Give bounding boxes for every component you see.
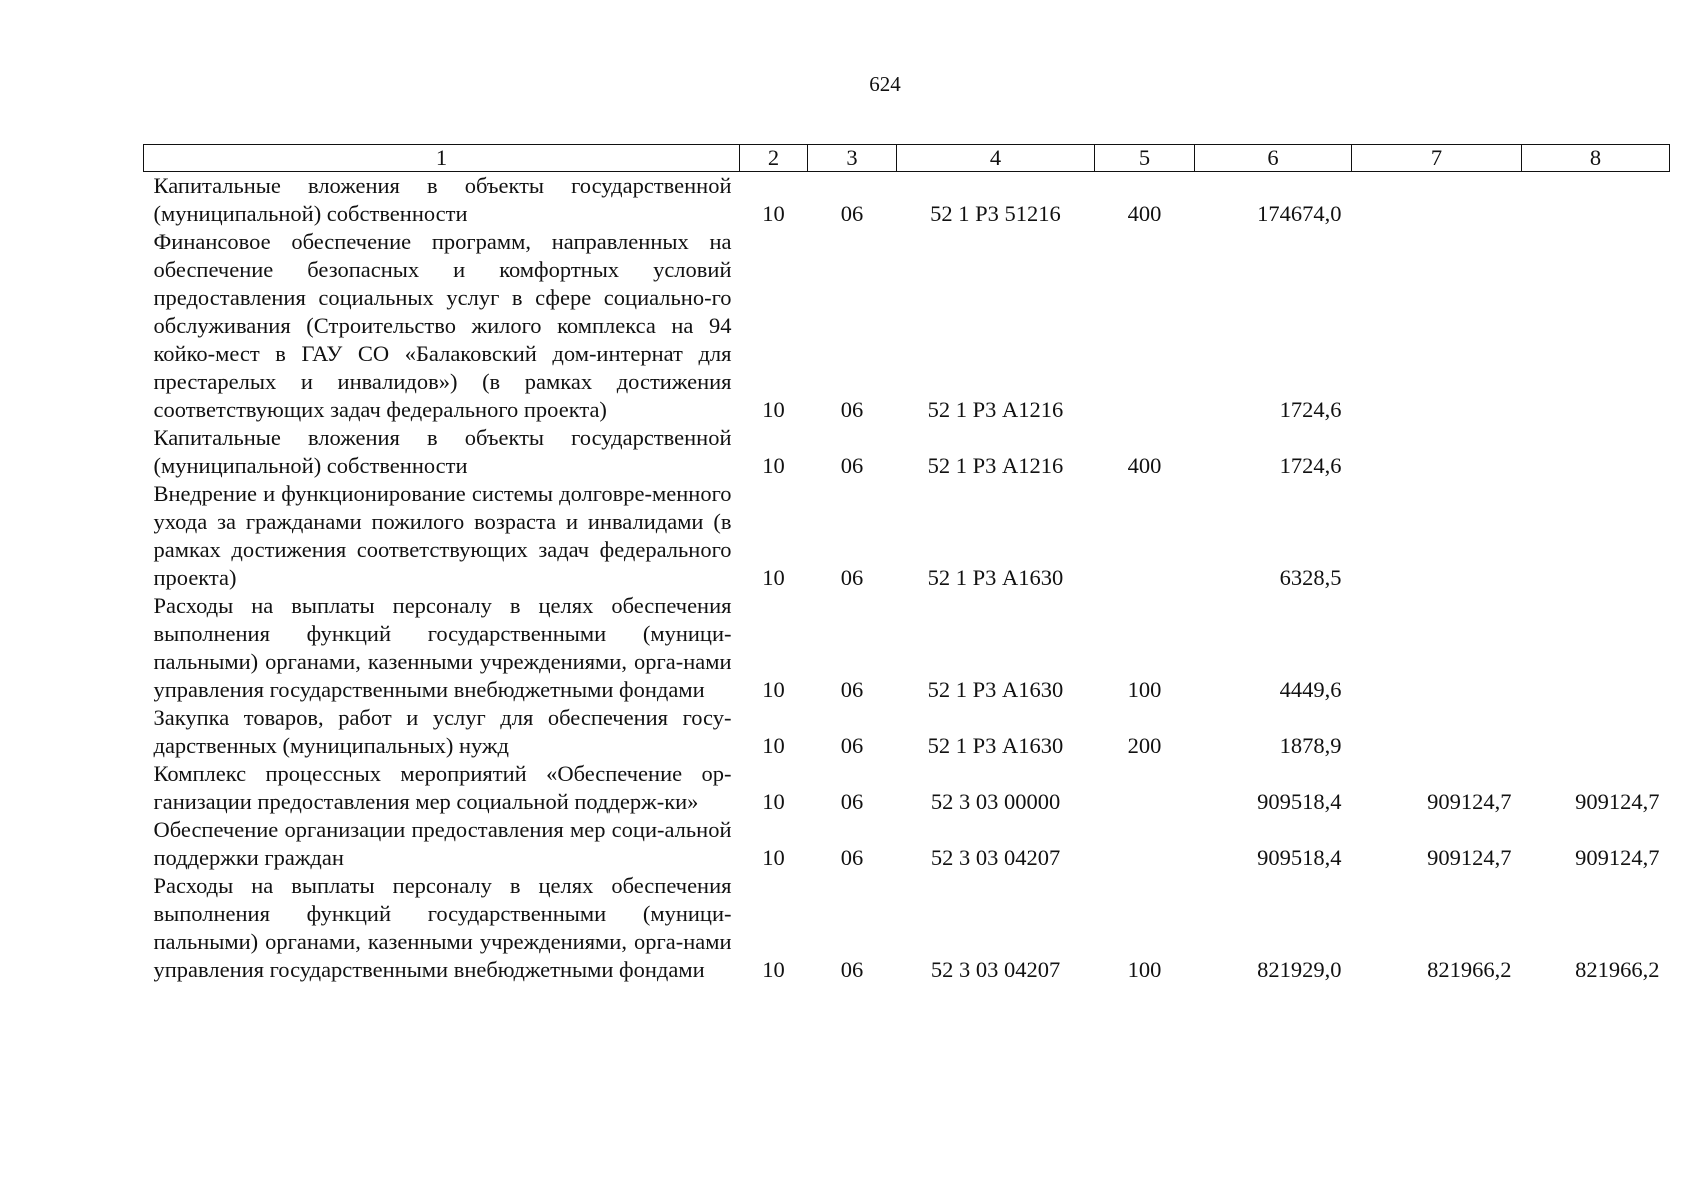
row-name: Финансовое обеспечение программ, направленных на обеспечение безопасных и комфортных условий предоставления социальных услуг в сфере социально-го обслуживания (Строительство жилого комплекса на 94 койко-мест в ГАУ СО «Балаковский дом-интернат для престарелых и инвалидов») (в рамках достижения соответствующих задач федерального проекта) [153,229,732,422]
table-row [144,816,1670,872]
row-target-code: 52 1 Р3 А1630 [927,733,1064,758]
row-target-code: 52 1 Р3 51216 [930,201,1061,226]
row-expense-type: 100 [1127,677,1162,702]
row-expense-type [1095,228,1195,424]
row-name: Капитальные вложения в объекты государственной (муниципальной) собственности [153,425,732,478]
row-target-code: 52 1 Р3 А1630 [927,565,1064,590]
row-target-code: 52 1 Р3 А1630 [927,677,1064,702]
table-row [144,228,1670,424]
row-amount-col7 [1352,172,1522,229]
table-row [144,480,1670,592]
row-amount-col6: 909518,4 [1257,789,1342,814]
row-amount-col8 [1522,480,1670,592]
row-amount-col8: 821966,2 [1575,957,1660,982]
budget-table [143,144,1670,984]
table-row [144,704,1670,760]
row-amount-col7: 821966,2 [1427,957,1512,982]
row-amount-col8 [1522,704,1670,760]
row-amount-col6: 6328,5 [1279,565,1342,590]
row-amount-col8 [1522,592,1670,704]
row-subsection: 06 [840,677,864,702]
row-amount-col7 [1352,592,1522,704]
row-expense-type: 400 [1127,201,1162,226]
row-section: 10 [762,397,785,422]
table-row [144,872,1670,984]
row-section: 10 [762,733,785,758]
table-row [144,172,1670,229]
row-name: Обеспечение организации предоставления мер соци-альной поддержки граждан [153,817,732,870]
row-expense-type: 100 [1127,957,1162,982]
row-section: 10 [762,565,785,590]
header-col-7: 7 [1352,145,1522,172]
header-col-6: 6 [1195,145,1352,172]
row-amount-col6: 1878,9 [1279,733,1342,758]
table-header [144,145,1670,172]
row-section: 10 [762,845,785,870]
row-subsection: 06 [840,565,864,590]
header-row [144,145,1670,172]
row-expense-type [1095,480,1195,592]
table-body [144,172,1670,985]
table-row [144,592,1670,704]
row-amount-col7 [1352,480,1522,592]
row-target-code: 52 3 03 04207 [930,957,1061,982]
row-name: Расходы на выплаты персоналу в целях обеспечения выполнения функций государственными (муници-пальными) органами, казенными учреждениями, орга-нами управления государственными внебюджетными фондами [153,873,732,982]
row-expense-type [1095,816,1195,872]
row-subsection: 06 [840,845,864,870]
row-subsection: 06 [840,957,864,982]
row-amount-col6: 1724,6 [1279,397,1342,422]
row-name: Внедрение и функционирование системы долговре-менного ухода за гражданами пожилого возраста и инвалидами (в рамках достижения соответствующих задач федерального проекта) [153,481,732,590]
row-target-code: 52 3 03 00000 [930,789,1061,814]
row-amount-col7 [1352,704,1522,760]
header-col-4: 4 [897,145,1095,172]
row-subsection: 06 [840,733,864,758]
row-expense-type [1095,760,1195,816]
header-col-3: 3 [808,145,897,172]
row-amount-col7 [1352,424,1522,480]
row-name: Комплекс процессных мероприятий «Обеспечение ор-ганизации предоставления мер социальной поддерж-ки» [153,761,732,814]
header-col-5: 5 [1095,145,1195,172]
row-name: Капитальные вложения в объекты государственной (муниципальной) собственности [153,173,732,226]
page-number: 624 [869,72,901,96]
row-name: Закупка товаров, работ и услуг для обеспечения госу-дарственных (муниципальных) нужд [153,705,732,758]
row-subsection: 06 [840,397,864,422]
row-amount-col7: 909124,7 [1427,789,1512,814]
row-amount-col6: 909518,4 [1257,845,1342,870]
row-section: 10 [762,201,785,226]
row-amount-col6: 1724,6 [1279,453,1342,478]
row-amount-col8 [1522,172,1670,229]
row-section: 10 [762,677,785,702]
row-name: Расходы на выплаты персоналу в целях обеспечения выполнения функций государственными (муници-пальными) органами, казенными учреждениями, орга-нами управления государственными внебюджетными фондами [153,593,732,702]
row-section: 10 [762,789,785,814]
table-row [144,424,1670,480]
row-amount-col6: 4449,6 [1279,677,1342,702]
row-section: 10 [762,957,785,982]
header-col-8: 8 [1522,145,1670,172]
table-row [144,760,1670,816]
row-amount-col8: 909124,7 [1575,789,1660,814]
row-amount-col7 [1352,228,1522,424]
row-section: 10 [762,453,785,478]
row-amount-col8 [1522,228,1670,424]
row-subsection: 06 [840,789,864,814]
row-amount-col6: 174674,0 [1257,201,1342,226]
row-subsection: 06 [840,201,864,226]
row-expense-type: 400 [1127,453,1162,478]
row-target-code: 52 1 Р3 А1216 [927,397,1064,422]
row-amount-col7: 909124,7 [1427,845,1512,870]
row-amount-col8: 909124,7 [1575,845,1660,870]
row-amount-col8 [1522,424,1670,480]
row-amount-col6: 821929,0 [1257,957,1342,982]
row-target-code: 52 1 Р3 А1216 [927,453,1064,478]
row-subsection: 06 [840,453,864,478]
row-target-code: 52 3 03 04207 [930,845,1061,870]
header-col-2: 2 [740,145,808,172]
header-col-1: 1 [144,145,740,172]
row-expense-type: 200 [1127,733,1162,758]
